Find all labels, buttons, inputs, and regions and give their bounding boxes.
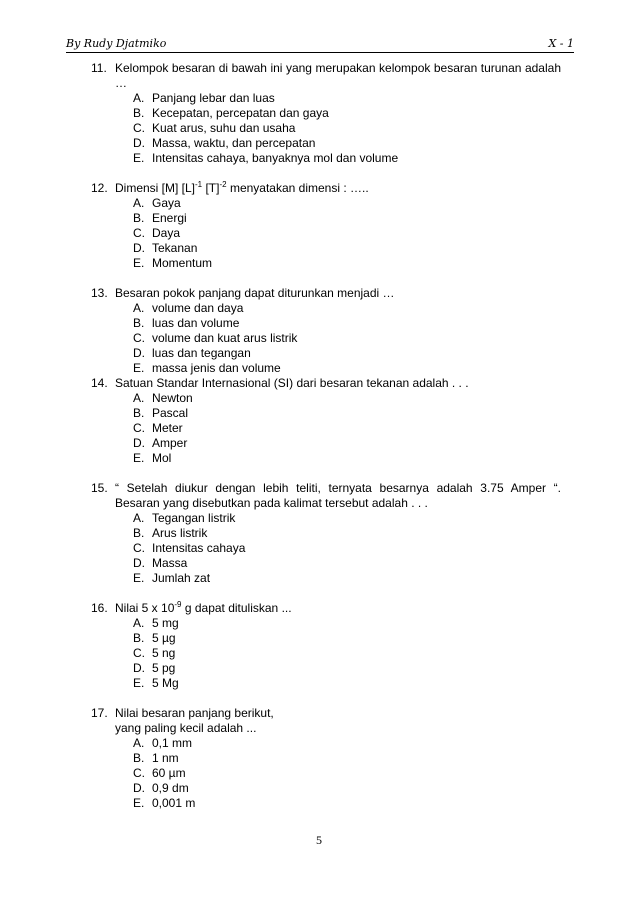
question-11 [91,61,561,166]
option-list [115,736,561,811]
exponent: -2 [219,180,227,189]
option-b [133,526,561,541]
option-letter: B. [133,316,145,330]
option-e [133,571,561,586]
option-letter: D. [133,136,145,150]
option-letter: E. [133,676,145,690]
option-text: Panjang lebar dan luas [152,91,275,105]
option-letter: B. [133,631,145,645]
option-letter: A. [133,511,145,525]
question-list [91,61,561,811]
option-text: 0,001 m [152,796,196,810]
option-letter: B. [133,751,145,765]
option-letter: E. [133,256,145,270]
option-a [133,736,561,751]
question-number: 12. [91,181,108,195]
option-letter: B. [133,211,145,225]
option-letter: C. [133,646,145,660]
option-text: 5 pg [152,661,176,675]
question-13 [91,286,561,376]
option-letter: E. [133,151,145,165]
option-b [133,751,561,766]
option-text: 5 ng [152,646,176,660]
option-e [133,796,561,811]
option-text: Tekanan [152,241,198,255]
question-text [115,706,561,736]
option-text: Daya [152,226,181,240]
question-text-line: Nilai besaran panjang berikut, [115,706,274,720]
question-number: 15. [91,481,108,495]
option-letter: D. [133,241,145,255]
page-header [66,36,574,53]
option-letter: A. [133,616,145,630]
option-text: Pascal [152,406,189,420]
question-number: 16. [91,601,108,615]
option-text: Mol [152,451,172,465]
option-text: Arus listrik [152,526,208,540]
option-c [133,766,561,781]
option-e [133,676,561,691]
question-number: 11. [91,61,107,75]
option-letter: E. [133,361,145,375]
question-15 [91,481,561,586]
option-text: 5 mg [152,616,179,630]
option-text: Energi [152,211,187,225]
option-d [133,436,561,451]
option-letter: A. [133,301,145,315]
question-number: 17. [91,706,108,720]
option-d [133,241,561,256]
option-a [133,391,561,406]
option-text: Meter [152,421,183,435]
option-list [115,91,561,166]
question-14 [91,376,561,466]
option-text: luas dan tegangan [152,346,251,360]
option-d [133,136,561,151]
option-letter: E. [133,571,145,585]
option-text: 0,9 dm [152,781,189,795]
option-text: Amper [152,436,188,450]
option-letter: D. [133,556,145,570]
question-16 [91,601,561,691]
option-d [133,781,561,796]
question-text: Satuan Standar Internasional (SI) dari besaran tekanan adalah . . . [115,376,469,390]
option-b [133,631,561,646]
question-text-part: menyatakan dimensi : ….. [226,181,369,195]
option-d [133,556,561,571]
option-c [133,226,561,241]
option-c [133,541,561,556]
page-number: 5 [316,833,322,847]
option-letter: A. [133,196,145,210]
option-d [133,346,561,361]
option-letter: C. [133,331,145,345]
option-b [133,211,561,226]
option-text: Intensitas cahaya [152,541,246,555]
question-number: 13. [91,286,108,300]
option-text: massa jenis dan volume [152,361,281,375]
option-a [133,91,561,106]
option-letter: D. [133,346,145,360]
option-text: 5 Mg [152,676,179,690]
option-text: volume dan daya [152,301,244,315]
question-text-part: g dapat dituliskan ... [181,601,292,615]
question-text: Besaran pokok panjang dapat diturunkan menjadi … [115,286,395,300]
option-c [133,646,561,661]
option-b [133,316,561,331]
option-text: volume dan kuat arus listrik [152,331,298,345]
header-class-code: X - 1 [548,37,574,50]
header-author: By Rudy Djatmiko [66,37,167,50]
question-12 [91,181,561,271]
option-text: Newton [152,391,193,405]
option-e [133,361,561,376]
option-letter: E. [133,796,145,810]
question-number: 14. [91,376,108,390]
option-text: 5 µg [152,631,176,645]
option-c [133,121,561,136]
option-letter: C. [133,541,145,555]
option-e [133,256,561,271]
option-letter: D. [133,661,145,675]
question-text-part: Dimensi [M] [L] [115,181,196,195]
option-letter: C. [133,766,145,780]
option-text: Massa [152,556,188,570]
option-text: Jumlah zat [152,571,211,585]
option-letter: B. [133,526,145,540]
question-text [115,181,561,196]
option-letter: C. [133,121,145,135]
option-list [115,196,561,271]
option-list [115,301,561,376]
option-letter: E. [133,451,145,465]
option-text: Kecepatan, percepatan dan gaya [152,106,329,120]
question-text-part: Nilai 5 x 10 [115,601,175,615]
exponent: -9 [174,600,182,609]
option-list [115,616,561,691]
question-text-part: [T] [202,181,220,195]
option-text: Tegangan listrik [152,511,236,525]
option-letter: C. [133,421,145,435]
option-a [133,616,561,631]
option-list [115,511,561,586]
option-e [133,151,561,166]
option-letter: A. [133,91,145,105]
option-letter: B. [133,406,145,420]
question-17 [91,706,561,811]
option-letter: A. [133,736,145,750]
question-text: Kelompok besaran di bawah ini yang merupakan kelompok besaran turunan adalah … [115,61,561,90]
option-a [133,301,561,316]
option-b [133,406,561,421]
option-letter: C. [133,226,145,240]
option-text: Intensitas cahaya, banyaknya mol dan volume [152,151,399,165]
option-b [133,106,561,121]
option-a [133,511,561,526]
question-text-line: yang paling kecil adalah ... [115,721,257,735]
option-c [133,331,561,346]
option-letter: D. [133,436,145,450]
option-text: 60 µm [152,766,186,780]
option-e [133,451,561,466]
option-list [115,391,561,466]
option-text: Gaya [152,196,181,210]
option-letter: A. [133,391,145,405]
option-c [133,421,561,436]
option-letter: B. [133,106,145,120]
option-text: Kuat arus, suhu dan usaha [152,121,296,135]
option-d [133,661,561,676]
option-text: 1 nm [152,751,179,765]
option-letter: D. [133,781,145,795]
option-a [133,196,561,211]
option-text: Momentum [152,256,213,270]
option-text: 0,1 mm [152,736,193,750]
option-text: Massa, waktu, dan percepatan [152,136,316,150]
question-text [115,601,561,616]
question-text: “ Setelah diukur dengan lebih teliti, ternyata besarnya adalah 3.75 Amper “. Besaran yang disebutkan pada kalimat tersebut adalah . . . [115,481,561,510]
exponent: -1 [195,180,203,189]
option-text: luas dan volume [152,316,240,330]
